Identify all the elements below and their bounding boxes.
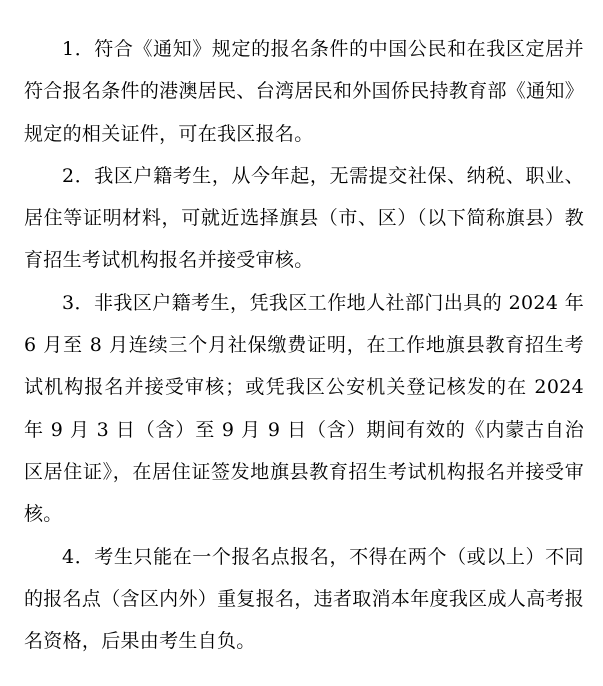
- paragraph-3: 3．非我区户籍考生，凭我区工作地人社部门出具的 2024 年 6 月至 8 月连续三个月社保缴费证明，在工作地旗县教育招生考试机构报名并接受审核；或凭我区公安机关登记核发的在 2024 年 9 月 3 日（含）至 9 月 9 日（含）期间有效的《内蒙古自治区居住证》，在居住证签发地旗县教育招生考试机构报名并接受审核。: [24, 291, 584, 526]
- paragraph-2: 2．我区户籍考生，从今年起，无需提交社保、纳税、职业、居住等证明材料，可就近选择旗县（市、区）（以下简称旗县）教育招生考试机构报名并接受审核。: [24, 164, 584, 272]
- document-body: [24, 28, 584, 662]
- paragraph-1: 1．符合《通知》规定的报名条件的中国公民和在我区定居并符合报名条件的港澳居民、台湾居民和外国侨民持教育部《通知》规定的相关证件，可在我区报名。: [24, 38, 584, 145]
- paragraph-4: 4．考生只能在一个报名点报名，不得在两个（或以上）不同的报名点（含区内外）重复报名，违者取消本年度我区成人高考报名资格，后果由考生自负。: [24, 545, 584, 653]
